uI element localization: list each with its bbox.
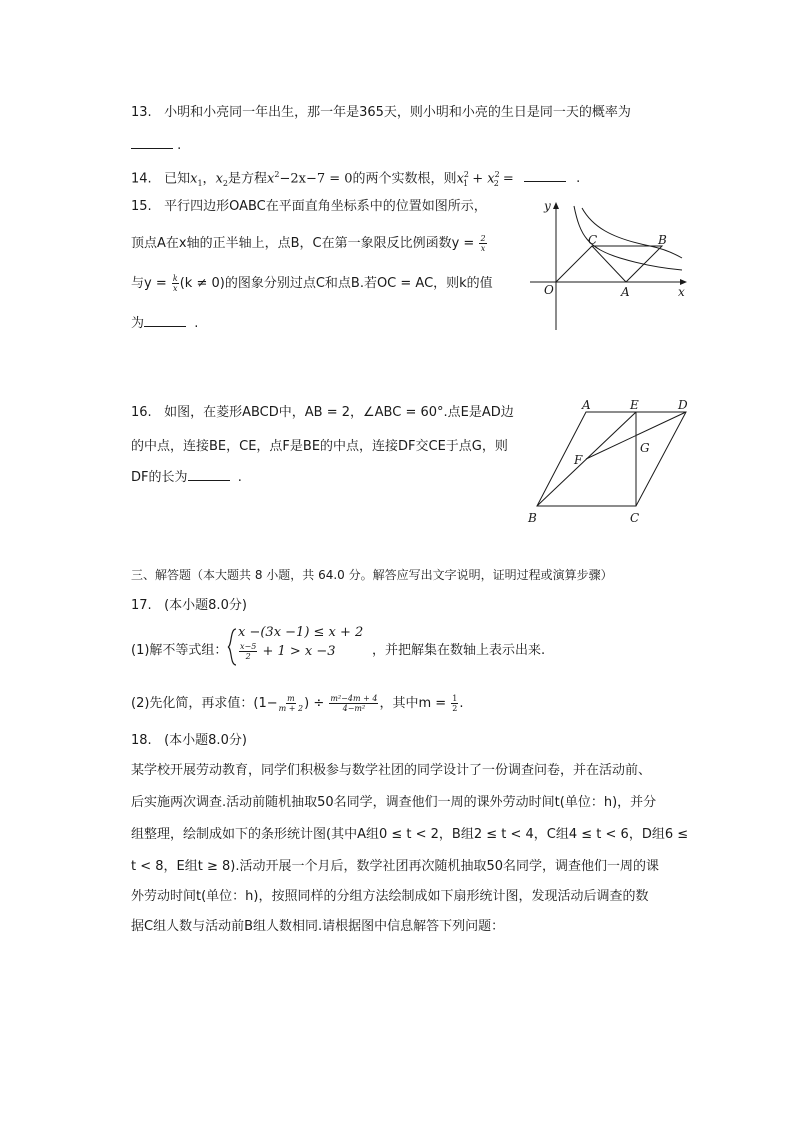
q17-ineq2-num: x−5 xyxy=(240,642,257,651)
q15-segment-AC xyxy=(592,246,626,282)
q17-part-2-label: (2)先化简，再求值：(1− xyxy=(131,696,278,711)
q13-number: 13. xyxy=(131,105,152,120)
q15-line-3 xyxy=(131,274,493,293)
q14-comma: ， xyxy=(202,171,216,187)
q17-f1-num: m xyxy=(287,694,295,703)
q14-equals: = xyxy=(498,171,518,187)
q17-score: (本小题8.0分) xyxy=(164,598,247,613)
q15-label-C: C xyxy=(588,233,598,247)
q17-heading xyxy=(131,597,247,615)
q16-rhombus xyxy=(537,412,686,506)
q15-line-4 xyxy=(131,314,198,333)
q18-line-5: 外劳动时间t(单位：h)，按照同样的分组方法绘制成如下扇形统计图，发现活动后调查的数 xyxy=(131,889,649,904)
q17-f2-num: m²−4m + 4 xyxy=(330,694,378,703)
q14-x2-sub: 2 xyxy=(222,178,228,188)
q16-figure xyxy=(524,400,704,530)
q15-text-3b: (k ≠ 0)的图象分别过点C和点B.若OC = AC，则k的值 xyxy=(179,276,493,291)
q14-text-2: 是方程 xyxy=(228,171,268,187)
q15-label-y: y xyxy=(544,199,551,213)
q14-eq-x: x xyxy=(267,171,275,187)
q17-v-num: 1 xyxy=(452,694,458,703)
q15-line-2 xyxy=(131,234,488,253)
q14-sub1: 1 xyxy=(463,178,469,188)
q16-line-1 xyxy=(131,404,514,422)
q18-line-3: 组整理，绘制成如下的条形统计图(其中A组0 ≤ t < 2，B组2 ≤ t < 4，C组4 ≤ t < 6，D组6 ≤ xyxy=(131,827,689,842)
q15-label-A: A xyxy=(621,285,630,299)
q15-figure xyxy=(520,196,695,336)
q14-sq1: 2 xyxy=(463,170,469,179)
q16-label-B: B xyxy=(528,511,537,525)
q14-expr-x1: x xyxy=(456,171,464,187)
q17-part-2-end: . xyxy=(459,696,464,711)
q16-label-C: C xyxy=(630,511,640,525)
q15-fraction-k-over-x xyxy=(172,274,179,293)
q16-answer-blank[interactable] xyxy=(188,468,230,481)
q17-ineq2-fraction xyxy=(239,642,257,661)
q15-frac1-num: 2 xyxy=(480,234,486,243)
section-3-heading: 三、解答题（本大题共 8 小题，共 64.0 分。解答应写出文字说明，证明过程或演算步骤） xyxy=(131,568,613,582)
q15-number: 15. xyxy=(131,199,152,214)
q17-system-brace xyxy=(226,628,238,666)
q16-label-E: E xyxy=(630,400,639,412)
q14-text-1: 已知 xyxy=(164,171,191,187)
q18-number: 18. xyxy=(131,733,152,748)
q18-line-1: 某学校开展劳动教育，同学们积极参与数学社团的同学设计了一份调查问卷，并在活动前、 xyxy=(131,763,652,778)
q17-inequality-2 xyxy=(238,642,336,661)
q14-sq: 2 xyxy=(274,170,280,179)
q18-line-2: 后实施两次调查.活动前随机抽取50名同学，调查他们一周的课外劳动时间t(单位：h)，并分 xyxy=(131,795,657,810)
q16-text-2: 的中点，连接BE，CE，点F是BE的中点，连接DF交CE于点G，则 xyxy=(131,439,508,454)
q15-frac1-den: x xyxy=(480,244,486,253)
q16-line-2 xyxy=(131,438,508,456)
q14-eq-rest: −2x−7 = 0 xyxy=(279,171,353,187)
q16-label-D: D xyxy=(678,400,688,412)
q16-end: . xyxy=(237,470,242,485)
q17-part-2 xyxy=(131,694,464,713)
q17-part-2-mid: ) ÷ xyxy=(304,696,325,711)
q15-label-x: x xyxy=(678,285,685,299)
q17-f1-den: m + 2 xyxy=(278,704,304,713)
q15-label-O: O xyxy=(544,283,554,297)
q17-part-2-fraction-2 xyxy=(329,694,378,713)
q15-frac2-num: k xyxy=(172,274,178,283)
q17-number: 17. xyxy=(131,598,152,613)
q17-part-1-tail: ，并把解集在数轴上表示出来. xyxy=(372,643,546,658)
q16-number: 16. xyxy=(131,405,152,420)
q14-number: 14. xyxy=(131,171,152,187)
q15-label-B: B xyxy=(658,233,667,247)
q15-fraction-2-over-x xyxy=(479,234,486,253)
q17-inequality-1 xyxy=(238,624,363,642)
q18-line-6: 据C组人数与活动前B组人数相同.请根据图中信息解答下列问题： xyxy=(131,919,505,934)
q17-part-2-tail: ，其中m = xyxy=(379,696,447,711)
q14-x2: x xyxy=(215,171,223,187)
q13-answer-line xyxy=(131,136,181,155)
q14-sub2: 2 xyxy=(493,178,499,188)
q14-answer-blank[interactable] xyxy=(524,169,566,182)
q15-answer-blank[interactable] xyxy=(144,314,186,327)
q15-text-3a: 与y = xyxy=(131,276,167,291)
q16-line-3 xyxy=(131,468,242,487)
q13-end: . xyxy=(177,138,182,153)
q13-line xyxy=(131,104,631,122)
q14-plus: + xyxy=(468,171,488,187)
q15-end: . xyxy=(194,316,199,331)
q17-part-2-value xyxy=(451,694,458,713)
q17-ineq2-rest: + 1 > x −3 xyxy=(262,644,336,659)
q17-ineq2-den: 2 xyxy=(245,652,251,661)
q14-x1: x xyxy=(190,171,198,187)
q17-part-2-fraction-1 xyxy=(279,694,303,713)
q14-expr-x2: x xyxy=(487,171,495,187)
q17-f2-den: 4−m² xyxy=(342,704,366,713)
q14-line xyxy=(131,166,580,193)
q18-heading xyxy=(131,732,247,750)
q17-ineq1-text: x −(3x −1) ≤ x + 2 xyxy=(238,625,364,640)
q15-text-2: 顶点A在x轴的正半轴上，点B，C在第一象限反比例函数y = xyxy=(131,236,475,251)
q14-text-3: 的两个实数根，则 xyxy=(352,171,457,187)
q17-v-den: 2 xyxy=(452,704,458,713)
q16-text-1: 如图，在菱形ABCD中，AB = 2，∠ABC = 60°.点E是AD边 xyxy=(164,405,514,420)
q18-line-4: t < 8，E组t ≥ 8).活动开展一个月后，数学社团再次随机抽取50名同学，调查他们一周的课 xyxy=(131,859,660,874)
q14-sq2: 2 xyxy=(494,170,500,179)
q18-score: (本小题8.0分) xyxy=(164,733,247,748)
q15-text-4: 为 xyxy=(131,316,145,331)
q14-x1-sub: 1 xyxy=(197,178,203,188)
q13-answer-blank[interactable] xyxy=(131,136,173,149)
q15-text-1: 平行四边形OABC在平面直角坐标系中的位置如图所示， xyxy=(164,199,487,214)
q16-text-3: DF的长为 xyxy=(131,470,188,485)
q13-text: 小明和小亮同一年出生，那一年是365天，则小明和小亮的生日是同一天的概率为 xyxy=(164,105,631,120)
q16-label-G: G xyxy=(640,441,650,455)
q14-end: . xyxy=(576,171,581,187)
q15-frac2-den: x xyxy=(173,284,178,293)
q15-line-1 xyxy=(131,198,487,216)
q16-label-A: A xyxy=(582,400,591,412)
q15-y-arrow xyxy=(553,202,559,209)
q17-part-1-label: (1)解不等式组： xyxy=(131,643,228,658)
q16-label-F: F xyxy=(574,453,583,467)
